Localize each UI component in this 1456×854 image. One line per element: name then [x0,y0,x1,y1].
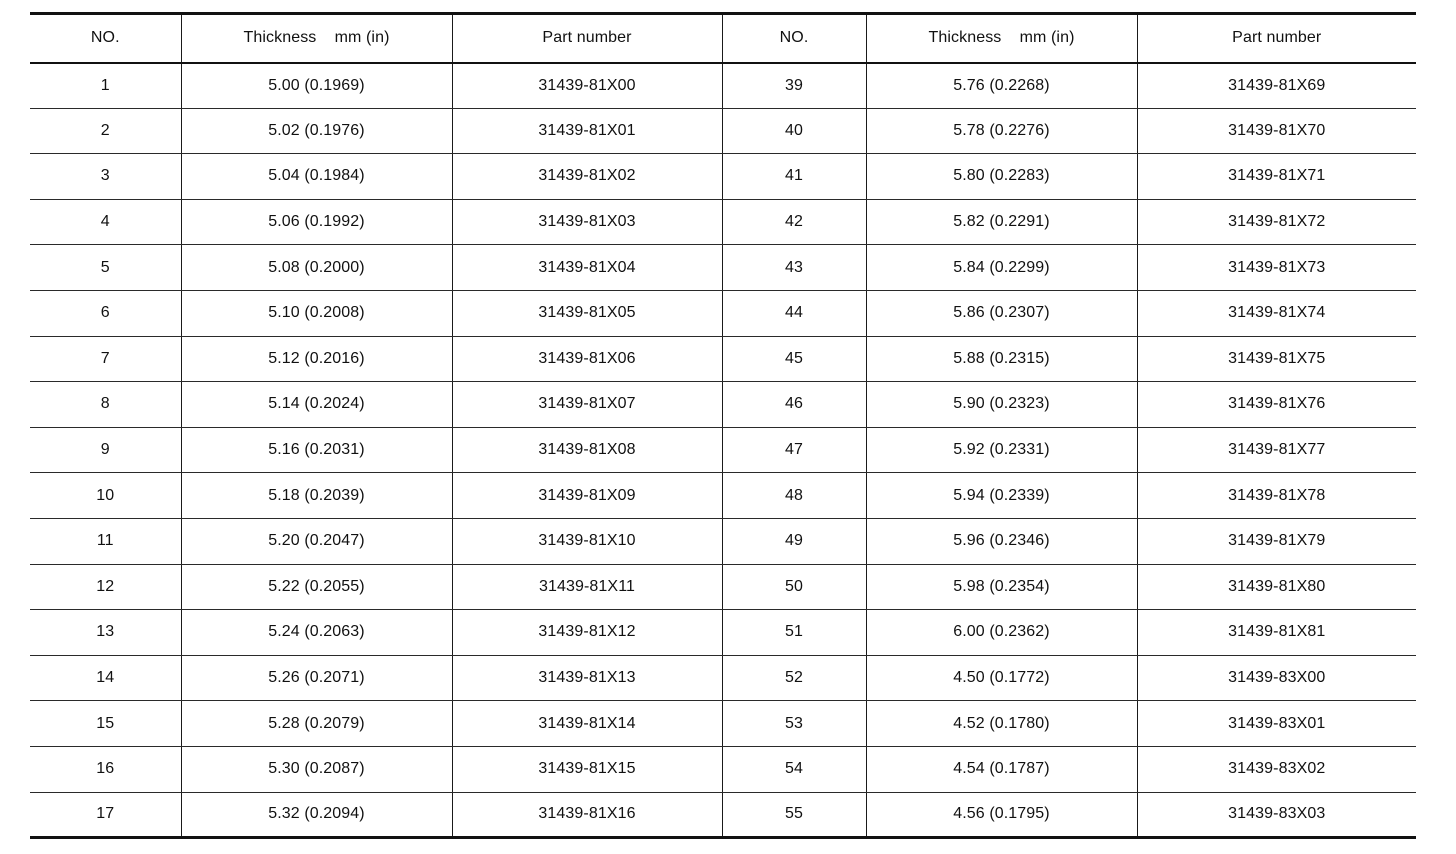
cell-thickness-right: 5.78 (0.2276) [866,108,1137,154]
cell-no-left: 4 [30,199,181,245]
table-row [30,290,1416,336]
header-part-number-right: Part number [1137,14,1416,63]
cell-no-left: 15 [30,701,181,747]
cell-part-number-right: 31439-83X00 [1137,655,1416,701]
table-row [30,473,1416,519]
cell-thickness-right: 5.88 (0.2315) [866,336,1137,382]
cell-thickness-right: 5.84 (0.2299) [866,245,1137,291]
cell-part-number-right: 31439-81X78 [1137,473,1416,519]
cell-part-number-right: 31439-81X70 [1137,108,1416,154]
cell-thickness-right: 5.82 (0.2291) [866,199,1137,245]
cell-no-right: 45 [722,336,866,382]
cell-no-right: 47 [722,427,866,473]
cell-thickness-left: 5.06 (0.1992) [181,199,452,245]
cell-thickness-right: 5.86 (0.2307) [866,290,1137,336]
table-row [30,336,1416,382]
table-row [30,108,1416,154]
thickness-table-container [30,12,1416,839]
cell-thickness-left: 5.18 (0.2039) [181,473,452,519]
table-row [30,746,1416,792]
cell-no-left: 12 [30,564,181,610]
cell-part-number-right: 31439-81X69 [1137,63,1416,109]
cell-no-left: 7 [30,336,181,382]
cell-no-right: 41 [722,154,866,200]
cell-thickness-left: 5.14 (0.2024) [181,382,452,428]
cell-thickness-left: 5.12 (0.2016) [181,336,452,382]
cell-thickness-left: 5.22 (0.2055) [181,564,452,610]
cell-thickness-right: 5.94 (0.2339) [866,473,1137,519]
cell-no-left: 8 [30,382,181,428]
cell-no-left: 3 [30,154,181,200]
cell-part-number-left: 31439-81X00 [452,63,722,109]
cell-part-number-left: 31439-81X15 [452,746,722,792]
cell-no-left: 16 [30,746,181,792]
cell-no-right: 53 [722,701,866,747]
table-row [30,792,1416,838]
table-row [30,518,1416,564]
cell-part-number-right: 31439-81X79 [1137,518,1416,564]
cell-no-right: 55 [722,792,866,838]
cell-thickness-right: 5.96 (0.2346) [866,518,1137,564]
header-thickness-left: Thickness mm (in) [181,14,452,63]
cell-no-right: 52 [722,655,866,701]
cell-part-number-left: 31439-81X13 [452,655,722,701]
header-no-left: NO. [30,14,181,63]
cell-no-right: 44 [722,290,866,336]
cell-no-right: 49 [722,518,866,564]
cell-thickness-right: 4.54 (0.1787) [866,746,1137,792]
cell-part-number-left: 31439-81X07 [452,382,722,428]
cell-no-left: 14 [30,655,181,701]
cell-thickness-left: 5.24 (0.2063) [181,610,452,656]
cell-part-number-right: 31439-81X81 [1137,610,1416,656]
header-no-right: NO. [722,14,866,63]
cell-part-number-right: 31439-81X77 [1137,427,1416,473]
cell-thickness-left: 5.08 (0.2000) [181,245,452,291]
cell-part-number-left: 31439-81X08 [452,427,722,473]
cell-no-left: 5 [30,245,181,291]
table-row [30,382,1416,428]
cell-no-left: 11 [30,518,181,564]
cell-no-right: 40 [722,108,866,154]
cell-no-right: 51 [722,610,866,656]
cell-part-number-right: 31439-81X80 [1137,564,1416,610]
cell-thickness-left: 5.00 (0.1969) [181,63,452,109]
table-row [30,655,1416,701]
cell-part-number-right: 31439-81X76 [1137,382,1416,428]
cell-thickness-left: 5.02 (0.1976) [181,108,452,154]
cell-thickness-right: 6.00 (0.2362) [866,610,1137,656]
cell-no-left: 10 [30,473,181,519]
cell-thickness-right: 4.56 (0.1795) [866,792,1137,838]
table-row [30,63,1416,109]
cell-thickness-left: 5.10 (0.2008) [181,290,452,336]
cell-no-right: 43 [722,245,866,291]
cell-part-number-right: 31439-81X73 [1137,245,1416,291]
cell-no-right: 48 [722,473,866,519]
cell-no-right: 42 [722,199,866,245]
cell-part-number-right: 31439-83X02 [1137,746,1416,792]
header-thickness-right: Thickness mm (in) [866,14,1137,63]
cell-thickness-left: 5.20 (0.2047) [181,518,452,564]
cell-thickness-right: 5.92 (0.2331) [866,427,1137,473]
cell-part-number-right: 31439-83X03 [1137,792,1416,838]
table-header-row [30,14,1416,63]
cell-part-number-right: 31439-81X74 [1137,290,1416,336]
cell-thickness-right: 5.80 (0.2283) [866,154,1137,200]
cell-thickness-left: 5.28 (0.2079) [181,701,452,747]
table-row [30,564,1416,610]
cell-no-right: 39 [722,63,866,109]
cell-part-number-left: 31439-81X03 [452,199,722,245]
cell-no-right: 54 [722,746,866,792]
cell-no-left: 2 [30,108,181,154]
table-row [30,154,1416,200]
cell-part-number-left: 31439-81X09 [452,473,722,519]
cell-no-left: 1 [30,63,181,109]
cell-thickness-left: 5.30 (0.2087) [181,746,452,792]
cell-part-number-right: 31439-83X01 [1137,701,1416,747]
cell-part-number-right: 31439-81X71 [1137,154,1416,200]
cell-thickness-left: 5.16 (0.2031) [181,427,452,473]
cell-part-number-left: 31439-81X14 [452,701,722,747]
table-row [30,610,1416,656]
cell-thickness-right: 4.52 (0.1780) [866,701,1137,747]
cell-part-number-left: 31439-81X12 [452,610,722,656]
cell-no-left: 9 [30,427,181,473]
cell-thickness-left: 5.26 (0.2071) [181,655,452,701]
table-row [30,427,1416,473]
cell-part-number-left: 31439-81X16 [452,792,722,838]
cell-part-number-right: 31439-81X72 [1137,199,1416,245]
shim-thickness-table [30,12,1416,839]
cell-part-number-left: 31439-81X02 [452,154,722,200]
cell-no-right: 50 [722,564,866,610]
cell-thickness-left: 5.32 (0.2094) [181,792,452,838]
cell-part-number-left: 31439-81X05 [452,290,722,336]
table-row [30,199,1416,245]
cell-thickness-right: 5.76 (0.2268) [866,63,1137,109]
cell-no-left: 13 [30,610,181,656]
cell-part-number-left: 31439-81X04 [452,245,722,291]
cell-part-number-left: 31439-81X11 [452,564,722,610]
cell-part-number-left: 31439-81X01 [452,108,722,154]
cell-no-right: 46 [722,382,866,428]
cell-part-number-left: 31439-81X06 [452,336,722,382]
cell-thickness-left: 5.04 (0.1984) [181,154,452,200]
cell-thickness-right: 4.50 (0.1772) [866,655,1137,701]
cell-part-number-right: 31439-81X75 [1137,336,1416,382]
table-row [30,245,1416,291]
cell-no-left: 17 [30,792,181,838]
table-body [30,63,1416,838]
cell-thickness-right: 5.90 (0.2323) [866,382,1137,428]
cell-no-left: 6 [30,290,181,336]
table-row [30,701,1416,747]
cell-thickness-right: 5.98 (0.2354) [866,564,1137,610]
cell-part-number-left: 31439-81X10 [452,518,722,564]
header-part-number-left: Part number [452,14,722,63]
